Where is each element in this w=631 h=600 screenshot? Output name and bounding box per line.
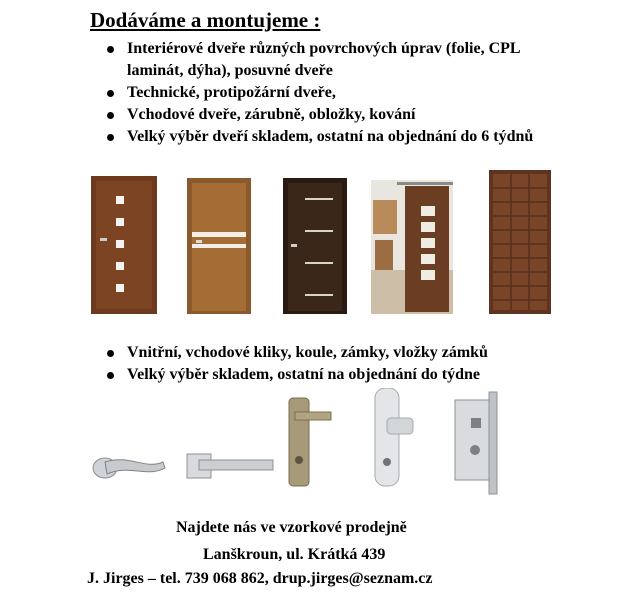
handle-image-4 (375, 388, 413, 486)
handle-image-3 (289, 398, 331, 486)
bullet-icon (107, 134, 114, 141)
page-heading: Dodáváme a montujeme : (90, 8, 321, 32)
door-image-3 (283, 178, 347, 314)
list-item (105, 364, 605, 386)
door-image-1 (91, 176, 157, 314)
list-item (105, 104, 575, 126)
bullet-icon (107, 46, 114, 53)
list-item-text: Vnitřní, vchodové kliky, koule, zámky, vložky zámků (127, 344, 488, 361)
bullet-icon (107, 350, 114, 357)
handle-image-2 (187, 454, 273, 478)
lock-image (455, 392, 497, 494)
list-item (105, 38, 575, 82)
product-list-doors (105, 38, 575, 148)
door-photos (91, 170, 551, 318)
address-line: Lanškroun, ul. Krátká 439 (203, 546, 386, 563)
list-item-text: Interiérové dveře různých povrchových úprav (folie, CPL laminát, dýha), posuvné dveře (127, 40, 520, 79)
contact-line: J. Jirges – tel. 739 068 862, drup.jirges@seznam.cz (87, 570, 433, 587)
door-image-4 (371, 180, 453, 314)
list-item-text: Vchodové dveře, zárubně, obložky, kování (127, 106, 416, 123)
list-item (105, 82, 575, 104)
list-item-text: Technické, protipožární dveře, (127, 84, 336, 101)
list-item (105, 126, 575, 148)
handle-image-1 (93, 458, 165, 478)
list-item-text: Velký výběr skladem, ostatní na objednání do týdne (127, 366, 480, 383)
bullet-icon (107, 372, 114, 379)
showroom-line: Najdete nás ve vzorkové prodejně (176, 519, 407, 536)
door-image-5 (489, 170, 551, 314)
bullet-icon (107, 90, 114, 97)
hardware-photos (85, 388, 515, 498)
door-image-2 (187, 178, 251, 314)
list-item-text: Velký výběr dveří skladem, ostatní na objednání do 6 týdnů (127, 128, 534, 145)
product-list-hardware (105, 342, 605, 386)
list-item (105, 342, 605, 364)
bullet-icon (107, 112, 114, 119)
